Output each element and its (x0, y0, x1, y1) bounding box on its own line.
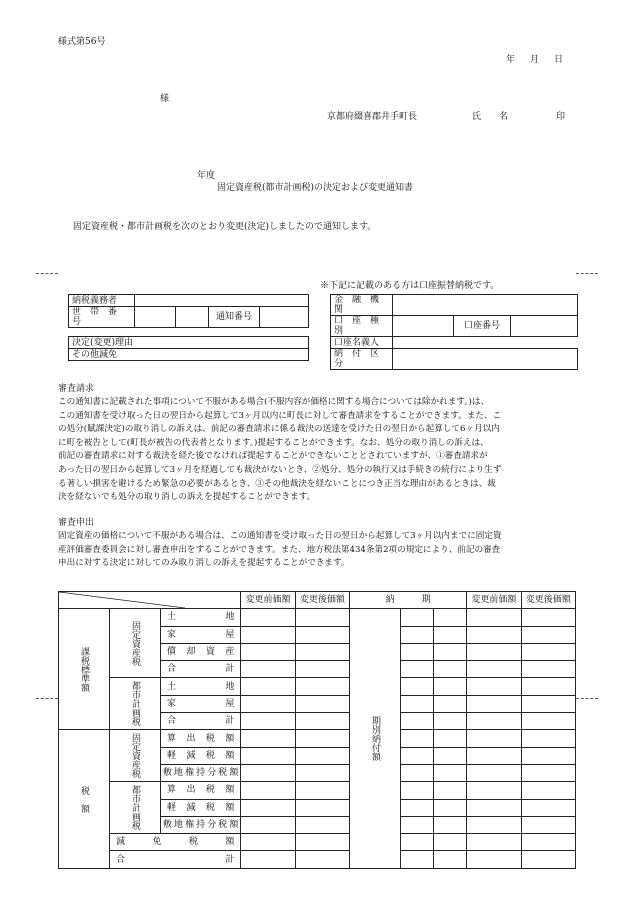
cell (401, 695, 434, 712)
sub-city-planning-tax: 都市計画税 (110, 678, 161, 730)
cell (401, 678, 434, 695)
cell (295, 747, 349, 764)
review-request-heading: 審査請求 (58, 384, 95, 394)
taxpayer-label: 納税義務者 (69, 295, 135, 307)
cell (295, 626, 349, 643)
group-taxable-base: 課税標準額 (59, 609, 110, 730)
row-land: 土 地 (161, 678, 241, 695)
cell (521, 713, 575, 730)
cell (467, 851, 521, 868)
cell (241, 626, 295, 643)
cell (434, 747, 467, 764)
review-request-line: 前記の審査請求に対する裁決を経た後でなければ提起することができないこととされていますが、①審査請求が (58, 451, 488, 462)
bank-label: 金 融 機 関 (331, 295, 393, 316)
header-after-value: 変更後価額 (295, 592, 349, 609)
cell (401, 609, 434, 626)
cell (434, 609, 467, 626)
review-appeal-line: 申出に対する決定に対してのみ取り消しの訴えを提起することができます。 (58, 558, 350, 569)
cell (241, 695, 295, 712)
cell (295, 713, 349, 730)
cell (295, 816, 349, 833)
cell (521, 678, 575, 695)
cell (467, 782, 521, 799)
cell (467, 678, 521, 695)
review-request-line: あった日の翌日から起算して3ヶ月を経過しても裁決がないとき、②処分、処分の執行又は手続きの続行により生ず (58, 464, 502, 475)
bank-transfer-note: ※下記に記載のある方は口座振替納税です。 (320, 281, 500, 291)
cell (467, 799, 521, 816)
row-building: 家 屋 (161, 626, 241, 643)
reason-label: 決定(変更)理由 (69, 337, 309, 349)
sub-city-planning-tax-2: 都市計画税 (110, 782, 161, 834)
row-reduced-tax: 軽 減 税 額 (161, 799, 241, 816)
cell (401, 834, 434, 851)
cell (467, 643, 521, 660)
cell (434, 695, 467, 712)
blank-cell (454, 337, 511, 349)
review-appeal-line: 産評価審査委員会に対し審査申出をすることができます。また、地方税法第434条第2項の規定により、前記の審査 (58, 544, 501, 555)
issue-date: 年 月 日 (506, 55, 567, 65)
review-request-line: 決を経ないでも処分の取り消しの訴えを提起することができます。 (58, 492, 316, 503)
cell (241, 643, 295, 660)
household-number-value-2 (176, 307, 209, 328)
cell (295, 782, 349, 799)
cell (434, 643, 467, 660)
cell (467, 695, 521, 712)
cell (241, 851, 295, 868)
cell (521, 609, 575, 626)
cell (241, 678, 295, 695)
payment-type-value (393, 349, 578, 370)
cell (241, 816, 295, 833)
cell (521, 816, 575, 833)
cell (467, 730, 521, 747)
cell (521, 799, 575, 816)
review-request-text (58, 396, 580, 505)
payment-type-label: 納 付 区 分 (331, 349, 393, 370)
cell (241, 764, 295, 781)
row-building: 家 屋 (161, 695, 241, 712)
cell (521, 834, 575, 851)
cell (521, 661, 575, 678)
blank-cell (511, 337, 578, 349)
review-request-line: の処分(賦課決定)の取り消しの訴えは、前記の審査請求に係る裁決の送達を受けた日の翌日から起算して6ヶ月以内 (58, 424, 500, 435)
row-subtotal: 合 計 (161, 713, 241, 730)
cell (467, 764, 521, 781)
cell (295, 661, 349, 678)
cell (467, 661, 521, 678)
review-appeal-text (58, 530, 580, 571)
cell (295, 730, 349, 747)
cell (434, 782, 467, 799)
other-exemption-label: その他減免 (69, 349, 309, 361)
row-site-share-tax: 敷地権持分税額 (161, 816, 241, 833)
cell (241, 799, 295, 816)
cell (434, 661, 467, 678)
cell (434, 764, 467, 781)
cell (295, 643, 349, 660)
periodic-payment-label: 期別納付額 (350, 609, 401, 868)
household-number-label: 世 帯 番 号 (69, 307, 135, 328)
row-reduced-tax: 軽 減 税 額 (161, 747, 241, 764)
row-subtotal: 合 計 (161, 661, 241, 678)
cell (401, 782, 434, 799)
review-request-line: この通知書を受け取った日の翌日から起算して3ヶ月以内に町長に対して審査請求をすることができます。また、こ (58, 410, 502, 421)
cell (467, 626, 521, 643)
bank-account-box (330, 294, 578, 370)
cell (241, 730, 295, 747)
cell (295, 834, 349, 851)
row-exemption-amount: 減 免 税 額 (110, 834, 241, 851)
header-after-value-2: 変更後価額 (521, 592, 575, 609)
cell (295, 764, 349, 781)
cell (401, 643, 434, 660)
seal-mark: 印 (556, 112, 566, 122)
review-appeal-line: 固定資産の価格について不服がある場合は、この通知書を受け取った日の翌日から起算して3ヶ月以内までに固定資 (58, 531, 502, 541)
cell (467, 816, 521, 833)
cell (434, 626, 467, 643)
addressee-suffix: 様 (160, 94, 170, 104)
row-depreciable-assets: 償 却 資 産 (161, 643, 241, 660)
review-appeal-heading: 審査申出 (58, 518, 95, 528)
cell (241, 713, 295, 730)
cell (521, 747, 575, 764)
cell (241, 834, 295, 851)
cell (521, 695, 575, 712)
cell (467, 747, 521, 764)
cell (521, 851, 575, 868)
header-before-value-2: 変更前価額 (467, 592, 521, 609)
cell (434, 851, 467, 868)
review-request-line: この通知書に記載された事項について不服がある場合(不服内容が価格に関する場合については除かれます。)は、 (58, 397, 490, 407)
reason-box (68, 336, 309, 361)
cell (434, 678, 467, 695)
row-land: 土 地 (161, 609, 241, 626)
form-number: 様式第56号 (58, 37, 106, 47)
cell (467, 834, 521, 851)
taxpayer-box (68, 294, 309, 328)
account-number-value (511, 316, 578, 337)
fiscal-year-label: 年度 (197, 171, 216, 181)
sub-fixed-asset-tax-2: 固定資産税 (110, 730, 161, 782)
document-title: 固定資産税(都市計画税)の決定および変更通知書 (217, 183, 414, 193)
sub-fixed-asset-tax: 固定資産税 (110, 609, 161, 678)
review-request-line: る著しい損害を避けるため緊急の必要があるとき、③その他裁決を経ないことにつき正当な理由があるときは、裁 (58, 478, 496, 489)
cell (434, 730, 467, 747)
cell (295, 695, 349, 712)
fold-mark-mid-left (36, 698, 58, 699)
cell (434, 799, 467, 816)
account-holder-value (393, 337, 454, 349)
cell (401, 661, 434, 678)
cell (434, 834, 467, 851)
cell (467, 609, 521, 626)
cell (401, 799, 434, 816)
notice-number-label: 通知番号 (209, 307, 260, 328)
cell (401, 626, 434, 643)
cell (241, 782, 295, 799)
row-computed-tax: 算 出 税 額 (161, 782, 241, 799)
intro-text: 固定資産税・都市計画税を次のとおり変更(決定)しましたので通知します。 (73, 222, 377, 232)
diagonal-line-icon (59, 592, 240, 608)
row-site-share-tax: 敷地権持分税額 (161, 764, 241, 781)
row-grand-total: 合 計 (110, 851, 241, 868)
fold-mark-top-right (576, 273, 598, 274)
account-holder-label: 口座名義人 (331, 337, 393, 349)
cell (295, 799, 349, 816)
fold-mark-top-left (36, 273, 58, 274)
cell (241, 747, 295, 764)
cell (401, 730, 434, 747)
header-payment-period: 納 期 (350, 592, 467, 609)
cell (434, 713, 467, 730)
cell (295, 609, 349, 626)
cell (241, 661, 295, 678)
group-tax-amount: 税 額 (59, 730, 110, 868)
cell (521, 730, 575, 747)
cell (401, 713, 434, 730)
fold-mark-mid-right (576, 698, 598, 699)
row-computed-tax: 算 出 税 額 (161, 730, 241, 747)
cell (521, 643, 575, 660)
issuer-name: 京都府綴喜郡井手町長 (327, 112, 418, 122)
cell (401, 747, 434, 764)
notice-number-value (260, 307, 309, 328)
review-request-line: に町を被告として(町長が被告の代表者となります。)提起することができます。なお、処分の取り消しの訴えは、 (58, 437, 489, 448)
table-corner (59, 592, 241, 609)
household-number-value-1 (135, 307, 176, 328)
cell (295, 851, 349, 868)
cell (241, 609, 295, 626)
name-label: 氏 名 (472, 112, 509, 122)
header-before-value: 変更前価額 (241, 592, 295, 609)
taxpayer-value (135, 295, 309, 307)
account-type-label: 口 座 種 別 (331, 316, 393, 337)
cell (295, 678, 349, 695)
cell (467, 713, 521, 730)
cell (401, 764, 434, 781)
cell (521, 626, 575, 643)
cell (521, 764, 575, 781)
cell (434, 816, 467, 833)
account-type-value (393, 316, 454, 337)
bank-value (393, 295, 578, 316)
cell (401, 851, 434, 868)
account-number-label: 口座番号 (454, 316, 511, 337)
cell (401, 816, 434, 833)
cell (521, 782, 575, 799)
tax-amount-table (58, 591, 576, 869)
